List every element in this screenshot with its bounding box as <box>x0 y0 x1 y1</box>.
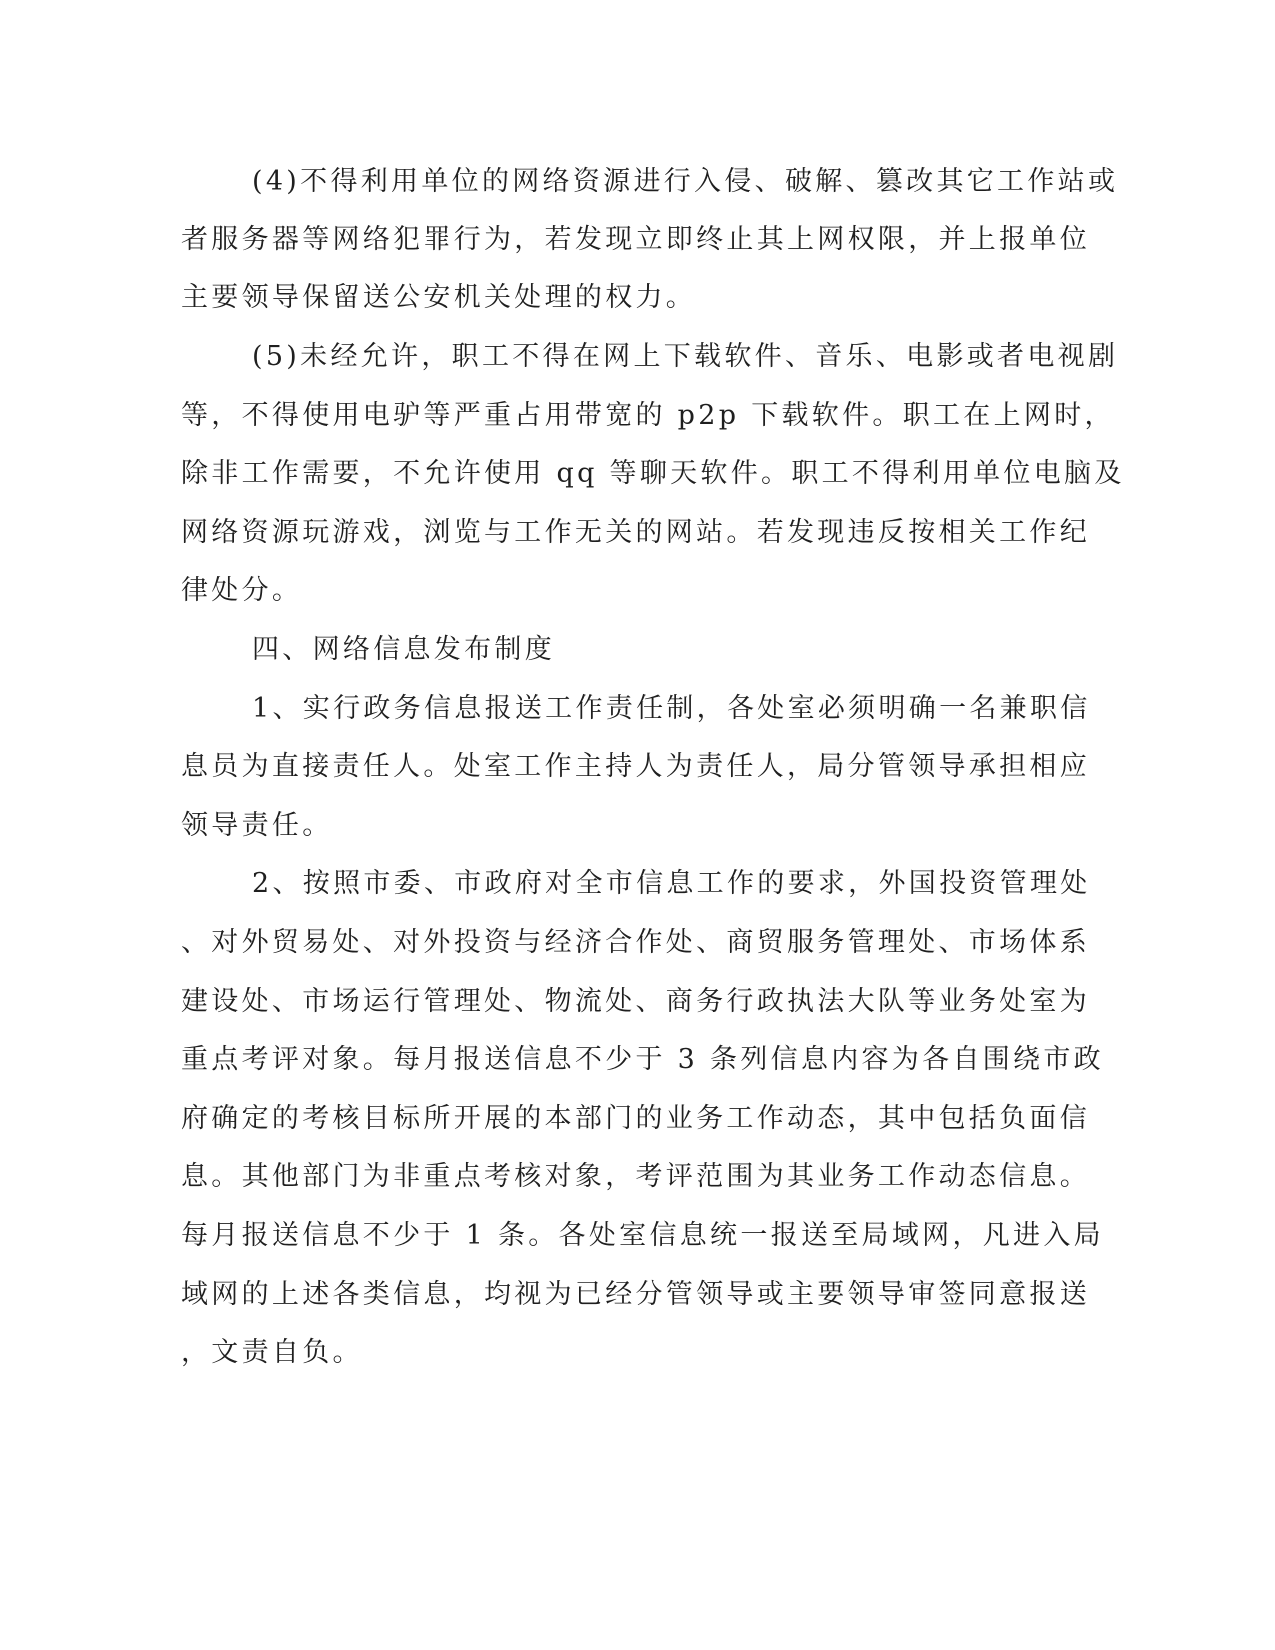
text-line: 每月报送信息不少于 1 条。各处室信息统一报送至局域网，凡进入局 <box>181 1220 1104 1251</box>
section-heading: 四、网络信息发布制度 <box>252 634 555 665</box>
text-line: (4)不得利用单位的网络资源进行入侵、破解、篡改其它工作站或 <box>252 166 1119 197</box>
text-line: 主要领导保留送公安机关处理的权力。 <box>181 282 697 313</box>
text-line: (5)未经允许，职工不得在网上下载软件、音乐、电影或者电视剧 <box>252 341 1119 372</box>
text-line: 网络资源玩游戏，浏览与工作无关的网站。若发现违反按相关工作纪 <box>181 517 1090 548</box>
text-line: 1、实行政务信息报送工作责任制，各处室必须明确一名兼职信 <box>252 693 1091 724</box>
text-line: 息。其他部门为非重点考核对象，考评范围为其业务工作动态信息。 <box>181 1161 1090 1192</box>
text-line: 重点考评对象。每月报送信息不少于 3 条列信息内容为各自围绕市政 <box>181 1044 1104 1075</box>
text-line: 建设处、市场运行管理处、物流处、商务行政执法大队等业务处室为 <box>181 986 1090 1017</box>
text-line: 息员为直接责任人。处室工作主持人为责任人，局分管领导承担相应 <box>181 751 1090 782</box>
text-line: 域网的上述各类信息，均视为已经分管领导或主要领导审签同意报送 <box>181 1279 1090 1310</box>
text-line: 者服务器等网络犯罪行为，若发现立即终止其上网权限，并上报单位 <box>181 224 1090 255</box>
text-line: 等，不得使用电驴等严重占用带宽的 p2p 下载软件。职工在上网时， <box>181 400 1115 431</box>
text-line: ，文责自负。 <box>181 1337 363 1368</box>
text-line: 除非工作需要，不允许使用 qq 等聊天软件。职工不得利用单位电脑及 <box>181 458 1125 489</box>
text-line: 律处分。 <box>181 575 303 606</box>
text-line: 、对外贸易处、对外投资与经济合作处、商贸服务管理处、市场体系 <box>181 927 1090 958</box>
text-line: 领导责任。 <box>181 810 333 841</box>
text-line: 2、按照市委、市政府对全市信息工作的要求，外国投资管理处 <box>252 868 1091 899</box>
text-line: 府确定的考核目标所开展的本部门的业务工作动态，其中包括负面信 <box>181 1103 1090 1134</box>
